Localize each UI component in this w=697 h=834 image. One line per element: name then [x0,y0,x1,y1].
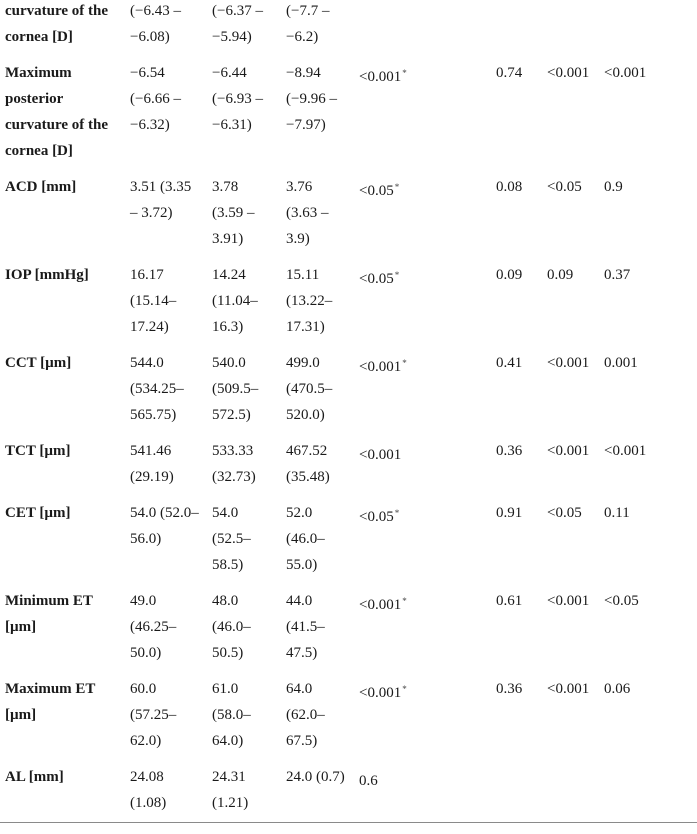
group-1-value: 24.08 (1.08) [130,769,167,811]
p-value-3: 0.37 [604,267,631,283]
significance-marker: * [394,182,400,192]
p-value-1: 0.09 [496,267,523,283]
group-1-value: −6.54 (−6.66 – −6.32) [130,65,181,133]
row-label: AL [mm] [5,769,64,785]
row-label: IOP [mmHg] [5,267,89,283]
group-2-value: 540.0 (509.5– 572.5) [212,355,259,423]
p-value-3: <0.001 [604,443,647,459]
p-value-3: 0.9 [604,179,623,195]
group-2-value: 24.31 (1.21) [212,769,249,811]
p-value-overall: 0.6 [359,773,378,789]
group-3-value: (−7.7 – −6.2) [286,3,330,45]
group-3-value: 44.0 (41.5– 47.5) [286,593,325,661]
significance-marker: * [394,508,400,518]
group-1-value: 16.17 (15.14– 17.24) [130,267,177,335]
significance-marker: * [394,270,400,280]
p-value-3: 0.001 [604,355,638,371]
group-3-value: 467.52 (35.48) [286,443,330,485]
group-1-value: 49.0 (46.25– 50.0) [130,593,177,661]
group-2-value: (−6.37 – −5.94) [212,3,263,45]
group-1-value: 60.0 (57.25– 62.0) [130,681,177,749]
group-3-value: 24.0 (0.7) [286,769,345,785]
group-1-value: (−6.43 – −6.08) [130,3,181,45]
row-label: CCT [µm] [5,355,72,371]
group-3-value: −8.94 (−9.96 – −7.97) [286,65,337,133]
group-3-value: 499.0 (470.5– 520.0) [286,355,333,423]
group-2-value: 533.33 (32.73) [212,443,256,485]
group-2-value: 61.0 (58.0– 64.0) [212,681,251,749]
p-value-overall: <0.001* [359,684,407,701]
significance-marker: * [402,68,407,78]
p-value-1: 0.61 [496,593,523,609]
p-value-2: <0.05 [547,505,582,521]
p-value-2: <0.001 [547,443,590,459]
group-2-value: −6.44 (−6.93 – −6.31) [212,65,263,133]
p-value-1: 0.74 [496,65,523,81]
p-value-3: <0.001 [604,65,647,81]
group-3-value: 64.0 (62.0– 67.5) [286,681,325,749]
p-value-1: 0.41 [496,355,523,371]
row-label: Minimum ET [µm] [5,593,93,635]
p-value-overall: <0.001* [359,596,407,613]
p-value-overall: <0.001* [359,358,407,375]
row-label: Maximum ET [µm] [5,681,96,723]
group-2-value: 3.78 (3.59 – 3.91) [212,179,255,247]
p-value-2: <0.001 [547,681,590,697]
group-2-value: 48.0 (46.0– 50.5) [212,593,251,661]
p-value-overall: <0.001 [359,447,402,463]
significance-marker: * [402,596,407,606]
group-2-value: 54.0 (52.5– 58.5) [212,505,251,573]
p-value-2: <0.001 [547,65,590,81]
p-value-1: 0.36 [496,681,523,697]
p-value-overall: <0.001* [359,68,407,85]
p-value-3: 0.11 [604,505,630,521]
row-label: curvature of the cornea [D] [5,3,109,45]
row-label: TCT [µm] [5,443,71,459]
p-value-3: <0.05 [604,593,639,609]
p-value-1: 0.08 [496,179,523,195]
group-1-value: 54.0 (52.0– 56.0) [130,505,199,547]
p-value-2: 0.09 [547,267,574,283]
group-3-value: 52.0 (46.0– 55.0) [286,505,325,573]
p-value-3: 0.06 [604,681,631,697]
table-bottom-rule [0,822,697,823]
significance-marker: * [402,358,407,368]
p-value-overall: <0.05* [359,182,400,199]
p-value-overall: <0.05* [359,270,400,287]
row-label: Maximum posterior curvature of the cornea [D] [5,65,109,159]
group-1-value: 3.51 (3.35 – 3.72) [130,179,192,221]
group-2-value: 14.24 (11.04– 16.3) [212,267,258,335]
row-label: ACD [mm] [5,179,77,195]
p-value-overall: <0.05* [359,508,400,525]
p-value-2: <0.001 [547,355,590,371]
p-value-2: <0.05 [547,179,582,195]
row-label: CET [µm] [5,505,71,521]
group-3-value: 15.11 (13.22– 17.31) [286,267,333,335]
p-value-2: <0.001 [547,593,590,609]
group-1-value: 544.0 (534.25– 565.75) [130,355,184,423]
significance-marker: * [402,684,407,694]
p-value-1: 0.91 [496,505,523,521]
p-value-1: 0.36 [496,443,523,459]
group-1-value: 541.46 (29.19) [130,443,174,485]
group-3-value: 3.76 (3.63 – 3.9) [286,179,329,247]
